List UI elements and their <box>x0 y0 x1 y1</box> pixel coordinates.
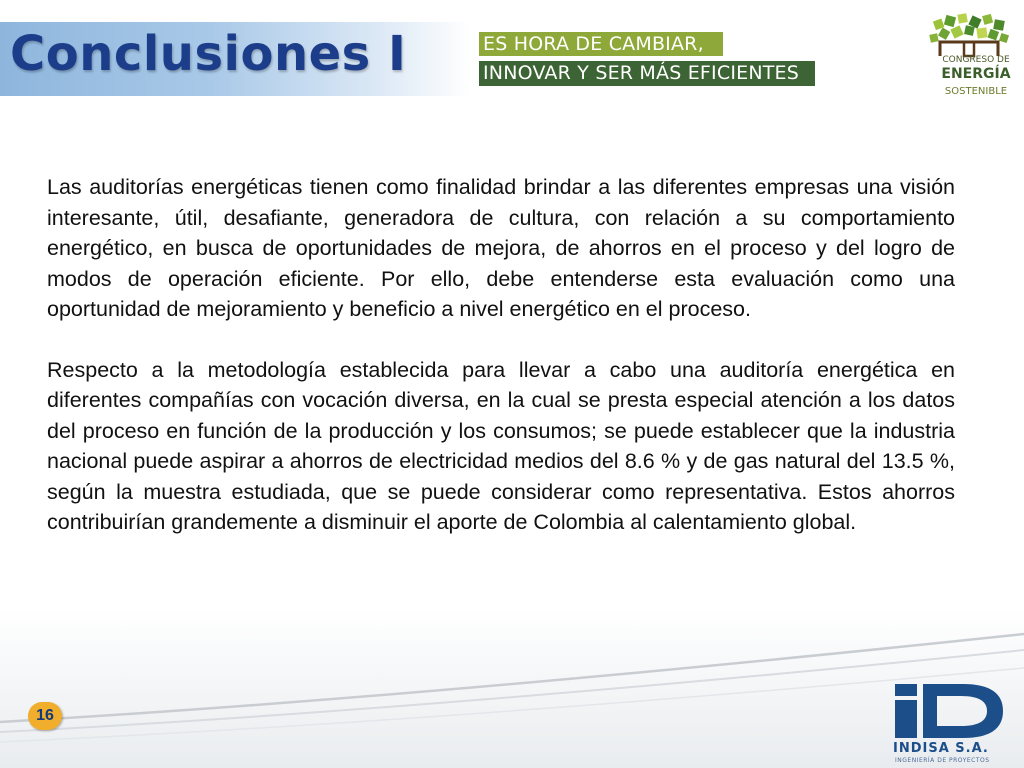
congress-logo-line2: ENERGÍA <box>941 66 1011 82</box>
company-name: INDISA S.A. <box>893 741 989 756</box>
congress-logo-line3: SOSTENIBLE <box>944 86 1008 97</box>
body-paragraph-1: Las auditorías energéticas tienen como finalidad brindar a las diferentes empresas una visión interesante, útil, desafiante, generadora de cultura, con relación a su comportamiento energético, en busca de oportunidades de mejora, de ahorros en el proceso y del logro de modos de operación eficiente. Por ello, debe entenderse esta evaluación como una oportunidad de mejoramiento y beneficio a nivel energético en el proceso. <box>47 175 955 321</box>
body-paragraph-2: Respecto a la metodología establecida para llevar a cabo una auditoría energética en diferentes compañías con vocación diversa, en la cual se presta especial atención a los datos del proceso en función de la producción y los consumos; se puede establecer que la industria nacional puede aspirar a ahorros de electricidad medios del 8.6 % y de gas natural del 13.5 %, según la muestra estudiada, que se puede considerar como representativa. Estos ahorros contribuirían grandemente a disminuir el aporte de Colombia al calentamiento global. <box>47 357 955 534</box>
slide-body <box>47 172 955 568</box>
slogan-line-2: INNOVAR Y SER MÁS EFICIENTES <box>479 61 815 86</box>
company-tagline: INGENIERÍA DE PROYECTOS <box>895 757 990 764</box>
slide-title: Conclusiones I <box>10 26 407 82</box>
page-number-badge: 16 <box>28 702 62 730</box>
indisa-logo-icon <box>893 680 1008 740</box>
bottom-decoration <box>0 610 1024 768</box>
slogan-line-1: ES HORA DE CAMBIAR, <box>479 32 723 56</box>
congress-logo-line1: CONGRESO DE <box>942 55 1010 65</box>
